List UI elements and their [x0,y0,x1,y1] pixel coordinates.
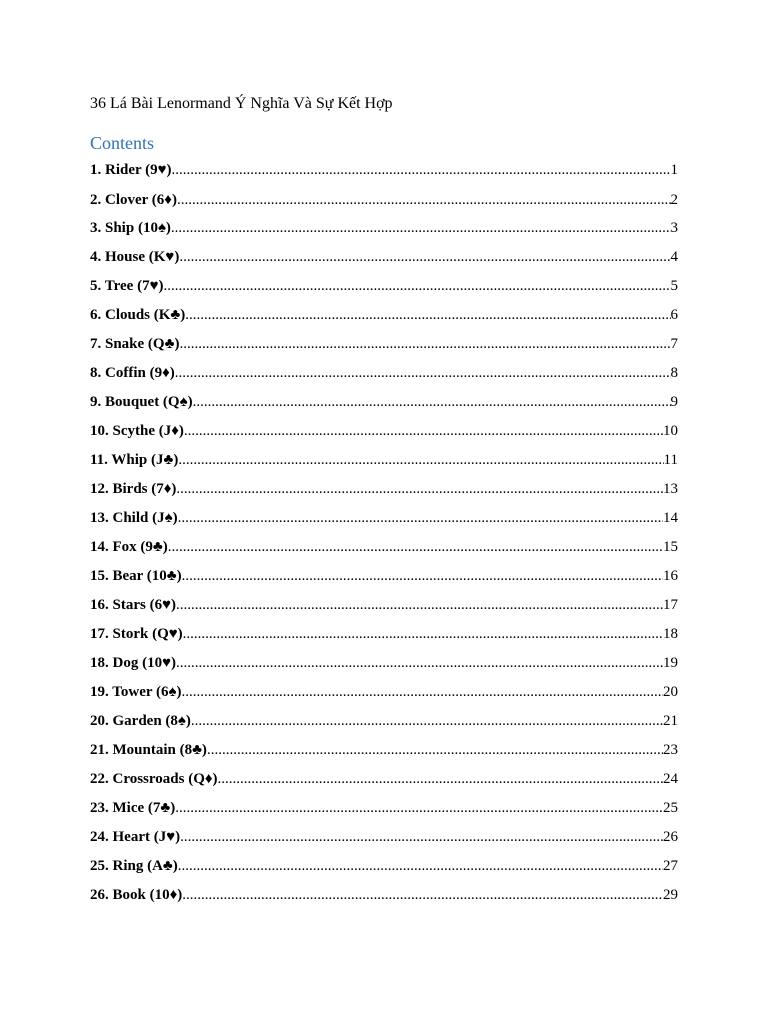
toc-leader-dots [191,711,663,731]
toc-entry-label: 9. Bouquet (Q♠) [90,394,193,410]
toc-leader-dots [163,276,670,296]
document-title: 36 Lá Bài Lenormand Ý Nghĩa Và Sự Kết Hợp [90,95,393,112]
toc-leader-dots [178,508,663,528]
toc-entry-label: 8. Coffin (9♦) [90,365,175,381]
toc-leader-dots [185,305,670,325]
toc-entry-label: 1. Rider (9♥) [90,162,172,178]
toc-entry[interactable] [90,769,678,789]
toc-entry-label: 15. Bear (10♣) [90,568,182,584]
toc-entry[interactable] [90,711,678,731]
toc-entry[interactable] [90,537,678,557]
toc-entry-page-number: 29 [663,887,678,903]
toc-entry-page-number: 19 [663,655,678,671]
toc-leader-dots [175,363,671,383]
toc-entry-label: 3. Ship (10♠) [90,220,171,236]
toc-leader-dots [207,740,663,760]
toc-leader-dots [179,334,670,354]
toc-entry-page-number: 27 [663,858,678,874]
toc-entry[interactable] [90,827,678,847]
toc-entry-label: 13. Child (J♠) [90,510,178,526]
toc-entry[interactable] [90,856,678,876]
toc-entry-page-number: 23 [663,742,678,758]
toc-entry-page-number: 5 [670,278,678,294]
toc-entry-page-number: 3 [670,220,678,236]
toc-entry[interactable] [90,508,678,528]
toc-entry-label: 2. Clover (6♦) [90,192,177,208]
toc-leader-dots [176,595,663,615]
toc-entry-label: 4. House (K♥) [90,249,180,265]
toc-entry-page-number: 11 [663,452,678,468]
toc-entry-label: 16. Stars (6♥) [90,597,176,613]
toc-entry-page-number: 21 [663,713,678,729]
toc-entry-page-number: 24 [663,771,678,787]
toc-entry-label: 19. Tower (6♠) [90,684,182,700]
toc-entry[interactable] [90,247,678,267]
toc-leader-dots [176,653,663,673]
toc-entry[interactable] [90,885,678,905]
toc-leader-dots [181,682,663,702]
toc-leader-dots [177,190,671,210]
toc-entry-label: 22. Crossroads (Q♦) [90,771,218,787]
toc-entry[interactable] [90,160,678,180]
toc-entry-label: 6. Clouds (K♣) [90,307,186,323]
toc-entry[interactable] [90,479,678,499]
toc-leader-dots [183,624,663,644]
toc-heading: Contents [90,133,155,153]
toc-entry-label: 25. Ring (A♣) [90,858,178,874]
toc-entry-label: 10. Scythe (J♦) [90,423,184,439]
toc-entry[interactable] [90,450,678,470]
toc-entry-label: 23. Mice (7♣) [90,800,176,816]
toc-entry[interactable] [90,276,678,296]
toc-leader-dots [180,827,663,847]
toc-leader-dots [182,566,663,586]
toc-entry-page-number: 10 [663,423,678,439]
toc-entry-page-number: 13 [663,481,678,497]
toc-entry[interactable] [90,190,678,210]
toc-entry-label: 24. Heart (J♥) [90,829,181,845]
toc-leader-dots [218,769,663,789]
toc-entry-label: 11. Whip (J♣) [90,452,179,468]
toc-entry[interactable] [90,798,678,818]
toc-entry-label: 21. Mountain (8♣) [90,742,207,758]
toc-entry-page-number: 4 [670,249,678,265]
toc-leader-dots [178,856,663,876]
toc-entry-label: 17. Stork (Q♥) [90,626,183,642]
toc-entry-page-number: 26 [663,829,678,845]
toc-entry-page-number: 14 [663,510,678,526]
toc-entry-label: 14. Fox (9♣) [90,539,168,555]
toc-entry[interactable] [90,334,678,354]
toc-entry-page-number: 18 [663,626,678,642]
toc-entry-page-number: 15 [663,539,678,555]
toc-leader-dots [182,885,663,905]
toc-leader-dots [171,218,671,238]
toc-entry[interactable] [90,566,678,586]
toc-entry-page-number: 20 [663,684,678,700]
toc-leader-dots [184,421,663,441]
toc-entry-page-number: 17 [663,597,678,613]
toc-entry-page-number: 6 [670,307,678,323]
toc-entry[interactable] [90,363,678,383]
toc-entry-label: 5. Tree (7♥) [90,278,164,294]
toc-entry-label: 12. Birds (7♦) [90,481,177,497]
toc-entry[interactable] [90,392,678,412]
toc-entry[interactable] [90,218,678,238]
toc-entry-label: 26. Book (10♦) [90,887,183,903]
toc-entry[interactable] [90,421,678,441]
toc-entry-page-number: 8 [670,365,678,381]
toc-entry-label: 18. Dog (10♥) [90,655,176,671]
toc-entry-label: 7. Snake (Q♣) [90,336,180,352]
toc-entry-page-number: 7 [670,336,678,352]
toc-leader-dots [179,247,670,267]
toc-entry[interactable] [90,595,678,615]
toc-entry[interactable] [90,653,678,673]
toc-leader-dots [193,392,671,412]
toc-entry[interactable] [90,682,678,702]
toc-entry[interactable] [90,305,678,325]
toc-leader-dots [172,160,671,180]
toc-leader-dots [178,450,663,470]
toc-leader-dots [168,537,663,557]
toc-entry-page-number: 16 [663,568,678,584]
toc-leader-dots [176,479,663,499]
toc-entry-page-number: 2 [670,192,678,208]
toc-entry[interactable] [90,740,678,760]
toc-entry-page-number: 1 [670,162,678,178]
toc-entry-page-number: 9 [670,394,678,410]
toc-entry-page-number: 25 [663,800,678,816]
toc-entry[interactable] [90,624,678,644]
toc-leader-dots [175,798,663,818]
toc-entry-label: 20. Garden (8♠) [90,713,191,729]
